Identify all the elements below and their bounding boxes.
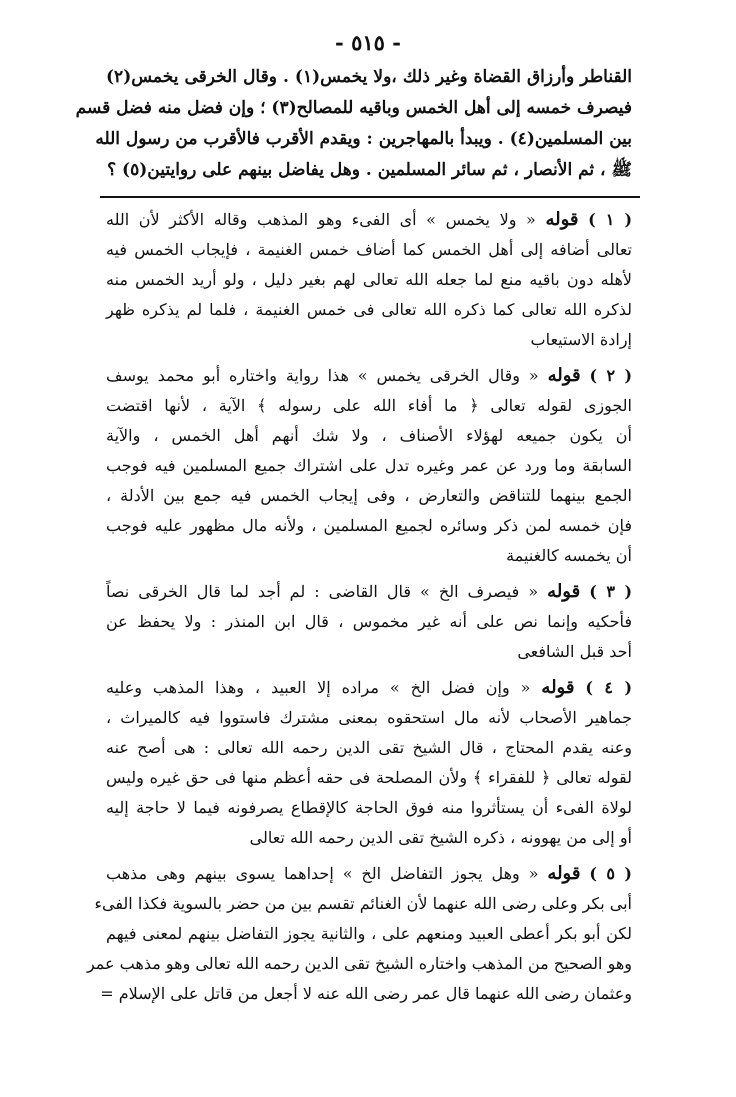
footnote-number: ( ٥ ) bbox=[589, 864, 632, 883]
footnote-line: « وقال الخرقى يخمس » هذا رواية واختاره أبو محمد يوسف bbox=[106, 366, 539, 385]
footnote-4 bbox=[106, 673, 632, 853]
footnote-line: « وإن فضل الخ » مراده إلا العبيد ، وهذا المذهب وعليه bbox=[106, 678, 531, 697]
footnote-line: أن يخمسه كالغنيمة bbox=[506, 546, 632, 565]
footnote-line: أبى بكر وعلى رضى الله عنهما لأن الغنائم تقسم بين من حضر بالسوية فكذا الفىء bbox=[94, 894, 632, 913]
main-text-line: ﷺ ، ثم الأنصار ، ثم سائر المسلمين . وهل يفاضل بينهم على روايتين(٥) ؟ bbox=[107, 160, 632, 180]
footnote-line: « فيصرف الخ » قال القاضى : لم أجد لما قال الخرقى نصاً bbox=[106, 582, 539, 601]
footnote-keyword: قوله bbox=[541, 677, 575, 698]
footnote-line: جماهير الأصحاب لأنه مال استحقوه بمعنى مشترك فاستووا فيه كالميراث ، bbox=[106, 708, 632, 727]
footnote-keyword: قوله bbox=[547, 863, 581, 884]
footnote-line: فأحكيه وإنما نص على أنه غير مخموس ، قال ابن المنذر : ولا يحفظ عن bbox=[106, 612, 633, 631]
footnote-line: « ولا يخمس » أى الفىء وهو المذهب وقاله الأكثر لأن الله bbox=[106, 210, 536, 229]
footnote-keyword: قوله bbox=[547, 365, 581, 386]
footnote-number: ( ٤ ) bbox=[585, 678, 633, 697]
footnote-line: السابقة وما ورد عن عمر وغيره تدل على اشتراك جميع المسلمين فيه فوجب bbox=[106, 456, 632, 475]
footnote-line: وعنه يقدم المحتاج ، قال الشيخ تقى الدين رحمه الله تعالى : هى أصح عنه bbox=[106, 738, 632, 757]
footnote-line: « وهل يجوز التفاضل الخ » إحداهما يسوى بينهم وهى مذهب bbox=[106, 864, 539, 883]
main-text-line: فيصرف خمسه إلى أهل الخمس وباقيه للمصالح(٣) ؛ وإن فضل منه فضل قسم bbox=[75, 98, 632, 118]
footnote-line: وعثمان رضى الله عنهما قال عمر رضى الله عنه لا أجعل من قاتل على الإسلام = bbox=[100, 984, 632, 1003]
footnote-line: الجمع بينهما للتناقض والتعارض ، وفى إيجاب الخمس فيه جمع بين الأدلة ، bbox=[106, 486, 632, 505]
footnote-line: أو إلى من يهوونه ، ذكره الشيخ تقى الدين رحمه الله تعالى bbox=[249, 828, 632, 847]
footnote-line: لكن أبو بكر أعطى العبيد ومنعهم على ، والثانية يجوز التفاضل بينهم لمعنى فيهم bbox=[106, 924, 632, 943]
footnote-line: أن يكون جميعه لهؤلاء الأصناف ، ولا شك أنهم أهل الخمس ، والآية bbox=[106, 426, 632, 445]
main-text-line: بين المسلمين(٤) . ويبدأ بالمهاجرين : ويقدم الأقرب فالأقرب من رسول الله bbox=[95, 129, 632, 149]
main-text bbox=[75, 62, 632, 186]
page-number: - ٥١٥ - bbox=[335, 30, 401, 55]
footnote-keyword: قوله bbox=[547, 581, 581, 602]
footnote-5 bbox=[86, 859, 632, 1009]
footnote-keyword: قوله bbox=[545, 209, 579, 230]
footnote-line: إرادة الاستيعاب bbox=[530, 330, 632, 349]
footnote-number: ( ٣ ) bbox=[589, 582, 633, 601]
footnote-number: ( ٢ ) bbox=[589, 366, 633, 385]
footnote-line: لأهله دون باقيه منع لما جعله الله تعالى لهم بغير دليل ، ولو أريد الخمس منه bbox=[106, 270, 633, 289]
footnote-line: وهو الصحيح من المذهب واختاره الشيخ تقى الدين رحمه الله تعالى وهو مذهب عمر bbox=[86, 954, 632, 973]
footnotes bbox=[86, 205, 633, 1009]
footnote-3 bbox=[106, 577, 632, 667]
footnote-line: أحد قبل الشافعى bbox=[517, 642, 632, 661]
footnote-line: الجوزى لقوله تعالى ﴿ ما أفاء الله على رسوله ﴾ الآية ، لأنها اقتضت bbox=[106, 396, 632, 415]
footnote-line: لقوله تعالى ﴿ للفقراء ﴾ ولأن المصلحة فى حقه أعظم منها فى حق غيره وليس bbox=[106, 768, 632, 787]
footnote-line: تعالى أضافه إلى أهل الخمس كما أضاف خمس الغنيمة ، فإيجاب الخمس فيه bbox=[106, 240, 632, 259]
footnote-separator bbox=[100, 196, 640, 198]
main-text-line: القناطر وأرزاق القضاة وغير ذلك ،ولا يخمس(١) . وقال الخرقى يخمس(٢) bbox=[106, 67, 632, 87]
footnote-1 bbox=[106, 205, 632, 355]
footnote-number: ( ١ ) bbox=[588, 210, 633, 229]
footnote-2 bbox=[106, 361, 632, 571]
footnote-line: لولاة الفىء أن يستأثروا منه فوق الحاجة كالإقطاع يصرفونه فيما لا حاجة إليه bbox=[106, 798, 632, 817]
footnote-line: لذكره الله تعالى كما ذكره الله تعالى فى خمس الغنيمة ، فلما لم يذكره ظهر bbox=[106, 300, 632, 319]
footnote-line: فإن خمسه لمن ذكر وسائره لجميع المسلمين ، ولأنه مال مظهور عليه فوجب bbox=[106, 516, 632, 535]
